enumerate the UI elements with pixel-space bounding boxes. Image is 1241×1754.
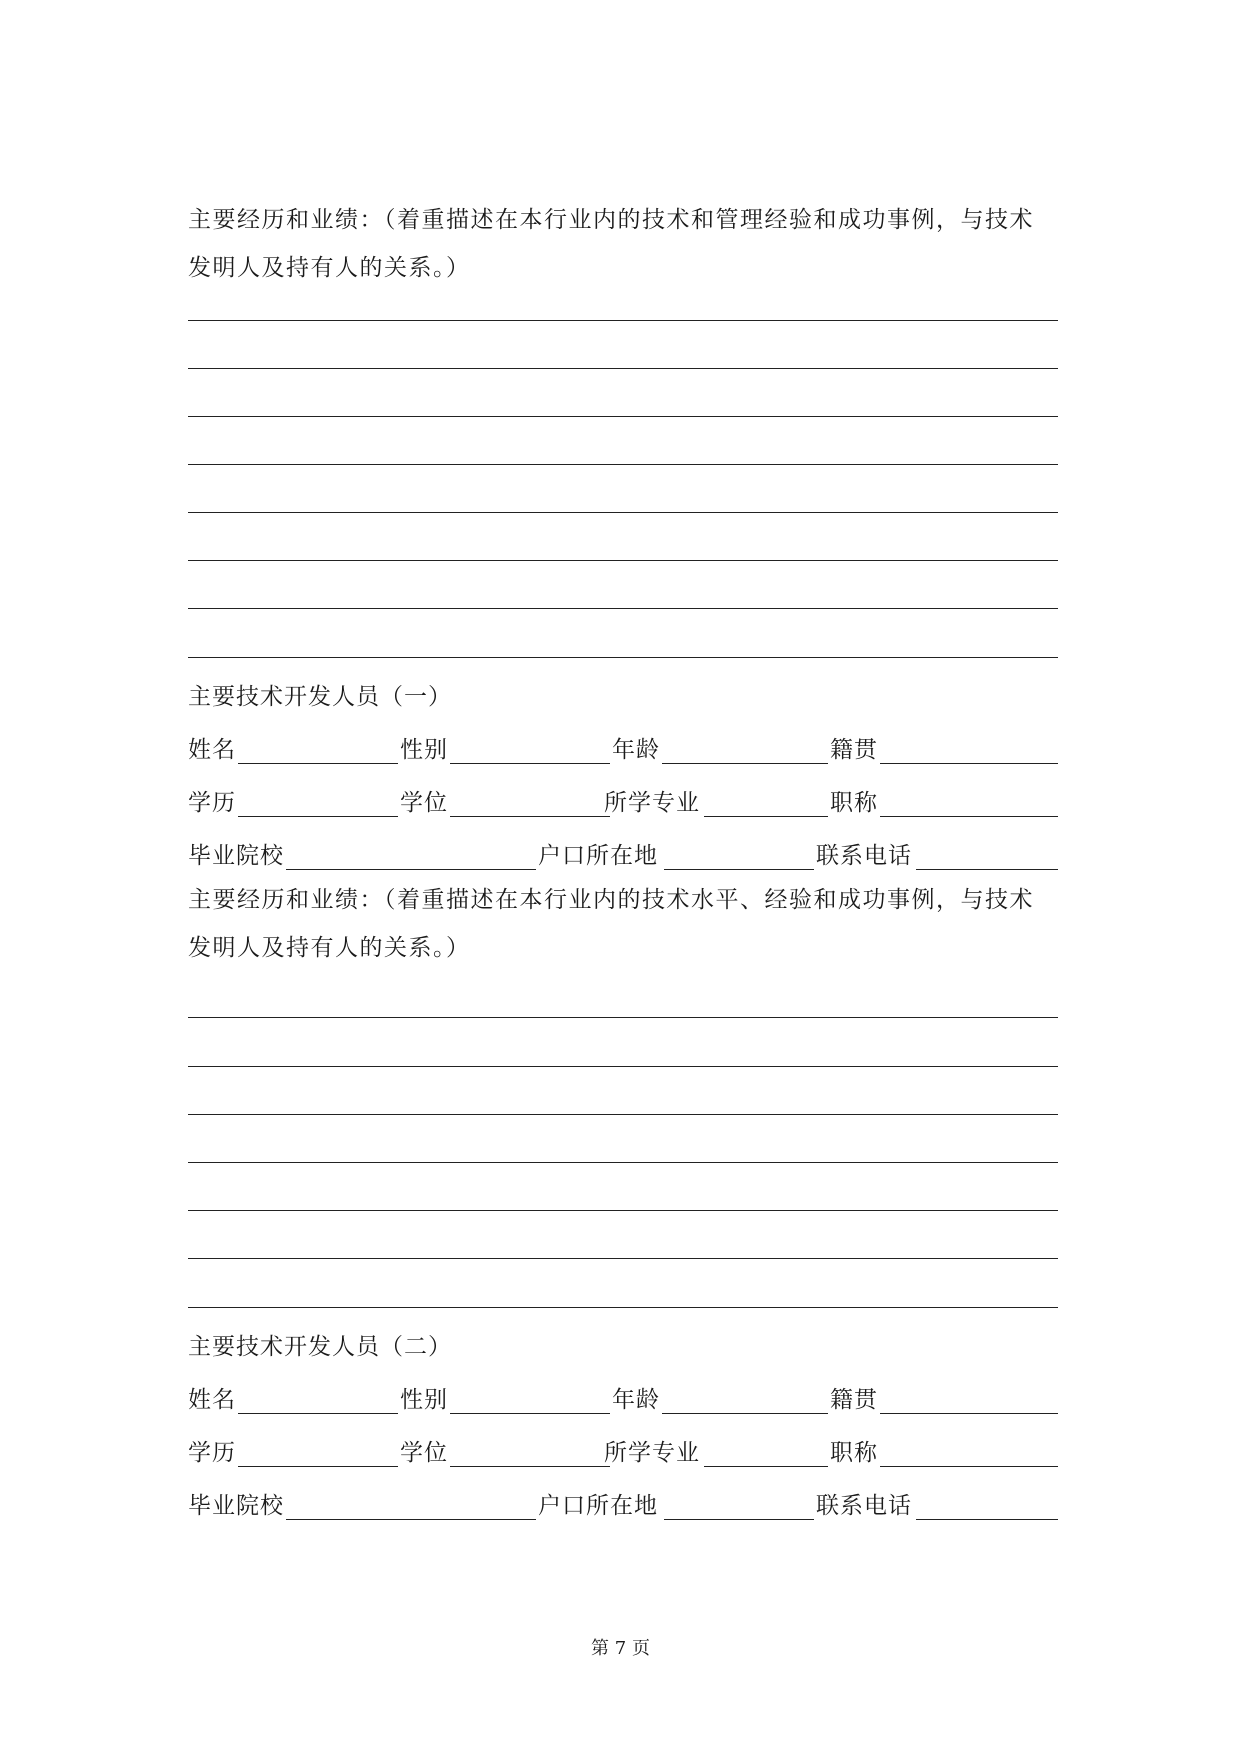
developer-1-row-education	[188, 788, 1058, 820]
writing-line[interactable]	[188, 1258, 1058, 1259]
native-place-field[interactable]	[880, 763, 1058, 764]
experience-block-2	[188, 876, 1058, 972]
writing-line[interactable]	[188, 416, 1058, 417]
age-field[interactable]	[662, 763, 828, 764]
experience-block-1	[188, 196, 1058, 292]
developer-1-row-basic	[188, 735, 1058, 767]
gender-field[interactable]	[450, 763, 610, 764]
hukou-label: 户口所在地	[538, 1493, 658, 1519]
school-label: 毕业院校	[188, 843, 284, 869]
developer-2-row-education	[188, 1438, 1058, 1470]
age-label: 年龄	[612, 737, 660, 763]
phone-label: 联系电话	[816, 843, 912, 869]
job-title-label: 职称	[830, 1440, 878, 1466]
writing-line[interactable]	[188, 1162, 1058, 1163]
native-place-label: 籍贯	[830, 737, 878, 763]
education-field[interactable]	[238, 816, 398, 817]
name-label: 姓名	[188, 737, 236, 763]
degree-field[interactable]	[450, 816, 610, 817]
writing-line[interactable]	[188, 464, 1058, 465]
phone-field[interactable]	[916, 1519, 1058, 1520]
name-field[interactable]	[238, 763, 398, 764]
job-title-label: 职称	[830, 790, 878, 816]
developer-2-row-contact	[188, 1491, 1058, 1523]
hukou-field[interactable]	[664, 869, 814, 870]
writing-line[interactable]	[188, 1307, 1058, 1308]
experience-prompt: 主要经历和业绩：（着重描述在本行业内的技术和管理经验和成功事例，与技术发明人及持有人的关系。）	[188, 207, 1034, 281]
degree-field[interactable]	[450, 1466, 610, 1467]
major-label: 所学专业	[604, 790, 700, 816]
name-field[interactable]	[238, 1413, 398, 1414]
job-title-field[interactable]	[880, 816, 1058, 817]
education-label: 学历	[188, 790, 236, 816]
phone-label: 联系电话	[816, 1493, 912, 1519]
education-field[interactable]	[238, 1466, 398, 1467]
writing-line[interactable]	[188, 1210, 1058, 1211]
major-label: 所学专业	[604, 1440, 700, 1466]
writing-line[interactable]	[188, 560, 1058, 561]
writing-line[interactable]	[188, 1017, 1058, 1018]
phone-field[interactable]	[916, 869, 1058, 870]
experience-prompt: 主要经历和业绩：（着重描述在本行业内的技术水平、经验和成功事例，与技术发明人及持有人的关系。）	[188, 887, 1034, 961]
native-place-field[interactable]	[880, 1413, 1058, 1414]
job-title-field[interactable]	[880, 1466, 1058, 1467]
school-field[interactable]	[286, 1519, 536, 1520]
developer-2-heading: 主要技术开发人员（二）	[188, 1334, 452, 1360]
writing-line[interactable]	[188, 1066, 1058, 1067]
developer-1-row-contact	[188, 841, 1058, 873]
native-place-label: 籍贯	[830, 1387, 878, 1413]
writing-line[interactable]	[188, 1114, 1058, 1115]
page-number: 第 7 页	[591, 1638, 650, 1659]
developer-1-heading: 主要技术开发人员（一）	[188, 684, 452, 710]
degree-label: 学位	[400, 1440, 448, 1466]
age-label: 年龄	[612, 1387, 660, 1413]
hukou-field[interactable]	[664, 1519, 814, 1520]
gender-field[interactable]	[450, 1413, 610, 1414]
major-field[interactable]	[704, 1466, 828, 1467]
gender-label: 性别	[400, 1387, 448, 1413]
developer-2-row-basic	[188, 1385, 1058, 1417]
hukou-label: 户口所在地	[538, 843, 658, 869]
age-field[interactable]	[662, 1413, 828, 1414]
name-label: 姓名	[188, 1387, 236, 1413]
school-label: 毕业院校	[188, 1493, 284, 1519]
degree-label: 学位	[400, 790, 448, 816]
writing-line[interactable]	[188, 512, 1058, 513]
gender-label: 性别	[400, 737, 448, 763]
writing-line[interactable]	[188, 320, 1058, 321]
writing-line[interactable]	[188, 657, 1058, 658]
major-field[interactable]	[704, 816, 828, 817]
writing-line[interactable]	[188, 368, 1058, 369]
education-label: 学历	[188, 1440, 236, 1466]
school-field[interactable]	[286, 869, 536, 870]
writing-line[interactable]	[188, 608, 1058, 609]
